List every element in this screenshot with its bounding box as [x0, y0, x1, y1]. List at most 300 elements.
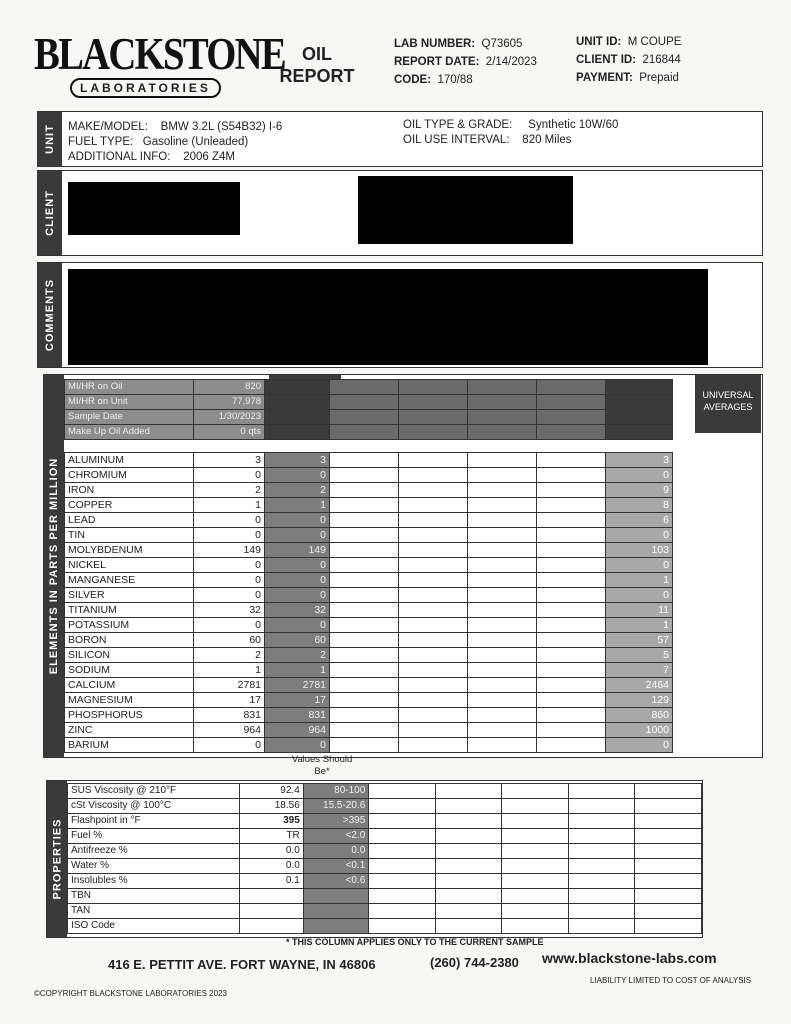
properties-side-label: PROPERTIES [47, 781, 67, 937]
element-value: 964 [194, 723, 265, 738]
element-value: 0 [194, 468, 265, 483]
blank-cell [468, 708, 537, 723]
blank-cell [468, 573, 537, 588]
element-unit-avg: 32 [265, 603, 330, 618]
client-section [37, 170, 763, 256]
blank-cell [330, 483, 399, 498]
report-date: 2/14/2023 [485, 56, 537, 68]
blank-cell [399, 395, 468, 410]
blank-cell [369, 799, 436, 814]
blank-cell [399, 483, 468, 498]
blank-cell [399, 380, 468, 395]
property-should-be [303, 919, 369, 934]
element-value: 1 [194, 498, 265, 513]
element-row [65, 483, 673, 498]
blank-cell [502, 919, 569, 934]
blank-cell [568, 814, 635, 829]
blank-cell [568, 829, 635, 844]
property-should-be: >395 [303, 814, 369, 829]
blank-cell [435, 859, 502, 874]
blank-cell [568, 919, 635, 934]
element-unit-avg: 0 [265, 588, 330, 603]
property-should-be [303, 889, 369, 904]
property-name: cSt Viscosity @ 100°C [68, 799, 240, 814]
element-value: 0 [194, 738, 265, 753]
blank-cell [537, 543, 606, 558]
property-should-be [303, 904, 369, 919]
blank-cell [537, 410, 606, 425]
blank-cell [399, 603, 468, 618]
elements-table [64, 379, 673, 753]
blank-cell [435, 799, 502, 814]
blank-cell [537, 618, 606, 633]
blank-cell [369, 889, 436, 904]
element-value: 1 [194, 663, 265, 678]
element-row [65, 738, 673, 753]
blank-cell [468, 483, 537, 498]
property-name: TBN [68, 889, 240, 904]
blank-cell [435, 874, 502, 889]
redacted-block [358, 176, 573, 244]
meta-row [65, 395, 673, 410]
blank-cell [468, 558, 537, 573]
blank-cell [369, 904, 436, 919]
blank-cell [399, 663, 468, 678]
meta-row [65, 410, 673, 425]
logo-sub: LABORATORIES [70, 78, 221, 98]
blank-cell [399, 543, 468, 558]
unit-id: M COUPE [627, 36, 682, 48]
element-name: ZINC [65, 723, 194, 738]
redacted-block [68, 182, 240, 235]
element-value: 32 [194, 603, 265, 618]
footer-note: * THIS COLUMN APPLIES ONLY TO THE CURRENT SAMPLE [286, 937, 544, 947]
universal-cell [606, 425, 673, 440]
element-row [65, 693, 673, 708]
blackstone-logo [34, 29, 285, 102]
property-value: 18.56 [240, 799, 304, 814]
element-unit-avg: 149 [265, 543, 330, 558]
client-id: 216844 [642, 54, 681, 66]
universal-header: UNIVERSAL AVERAGES [695, 375, 761, 433]
element-name: PHOSPHORUS [65, 708, 194, 723]
blank-cell [330, 425, 399, 440]
element-value: 0 [194, 618, 265, 633]
blank-cell [330, 468, 399, 483]
blank-cell [369, 844, 436, 859]
blank-cell [537, 380, 606, 395]
blank-cell [635, 784, 702, 799]
element-name: BARIUM [65, 738, 194, 753]
element-unit-avg: 3 [265, 453, 330, 468]
element-universal-avg: 0 [606, 468, 673, 483]
element-unit-avg: 60 [265, 633, 330, 648]
element-value: 149 [194, 543, 265, 558]
property-row [68, 799, 702, 814]
blank-cell [435, 904, 502, 919]
blank-cell [468, 395, 537, 410]
blank-cell [635, 799, 702, 814]
element-universal-avg: 5 [606, 648, 673, 663]
meta-value: 820 [194, 380, 265, 395]
element-universal-avg: 860 [606, 708, 673, 723]
element-name: ALUMINUM [65, 453, 194, 468]
element-row [65, 723, 673, 738]
blank-cell [330, 648, 399, 663]
payment: Prepaid [639, 72, 679, 84]
property-value: 0.0 [240, 859, 304, 874]
blank-cell [399, 723, 468, 738]
element-value: 0 [194, 573, 265, 588]
element-row [65, 468, 673, 483]
blank-cell [330, 528, 399, 543]
element-row [65, 618, 673, 633]
blank-cell [399, 573, 468, 588]
elements-section [43, 374, 763, 758]
element-name: MANGANESE [65, 573, 194, 588]
blank-cell [399, 693, 468, 708]
blank-cell [468, 588, 537, 603]
blank-cell [369, 919, 436, 934]
blank-cell [537, 425, 606, 440]
property-value [240, 889, 304, 904]
blank-cell [537, 678, 606, 693]
property-row [68, 829, 702, 844]
blank-cell [399, 410, 468, 425]
blank-cell [330, 573, 399, 588]
blank-cell [568, 859, 635, 874]
property-name: Flashpoint in °F [68, 814, 240, 829]
blank-cell [330, 603, 399, 618]
blank-cell [468, 410, 537, 425]
unit-avg-cell [265, 425, 330, 440]
header-right: UNIT ID: M COUPE CLIENT ID: 216844 PAYMENT: Prepaid [576, 36, 682, 84]
property-value: 92.4 [240, 784, 304, 799]
blank-cell [369, 829, 436, 844]
element-value: 831 [194, 708, 265, 723]
blank-cell [399, 678, 468, 693]
blank-cell [399, 648, 468, 663]
blank-cell [537, 468, 606, 483]
blank-cell [330, 633, 399, 648]
blank-cell [399, 468, 468, 483]
blank-cell [502, 889, 569, 904]
blank-cell [468, 633, 537, 648]
footer-website[interactable]: www.blackstone-labs.com [542, 950, 717, 966]
property-should-be: <0.1 [303, 859, 369, 874]
property-name: SUS Viscosity @ 210°F [68, 784, 240, 799]
comments-side-label: COMMENTS [38, 263, 62, 367]
property-row [68, 784, 702, 799]
blank-cell [537, 708, 606, 723]
elements-side-label: ELEMENTS IN PARTS PER MILLION [44, 375, 64, 757]
property-row [68, 919, 702, 934]
blank-cell [502, 874, 569, 889]
blank-cell [330, 543, 399, 558]
blank-cell [502, 829, 569, 844]
blank-cell [468, 738, 537, 753]
unit-avg-cell [265, 410, 330, 425]
blank-cell [369, 859, 436, 874]
property-should-be: 0.0 [303, 844, 369, 859]
element-unit-avg: 17 [265, 693, 330, 708]
property-row [68, 844, 702, 859]
blank-cell [435, 784, 502, 799]
element-row [65, 498, 673, 513]
code: 170/88 [437, 74, 473, 86]
meta-value: 1/30/2023 [194, 410, 265, 425]
make-model: BMW 3.2L (S54B32) I-6 [160, 121, 283, 133]
blank-cell [468, 543, 537, 558]
meta-label: Make Up Oil Added [65, 425, 194, 440]
blank-cell [568, 874, 635, 889]
blank-cell [502, 844, 569, 859]
universal-cell [606, 410, 673, 425]
client-side-label: CLIENT [38, 171, 62, 255]
element-value: 60 [194, 633, 265, 648]
blank-cell [399, 425, 468, 440]
meta-value: 77,978 [194, 395, 265, 410]
element-unit-avg: 0 [265, 513, 330, 528]
element-unit-avg: 2781 [265, 678, 330, 693]
element-name: CHROMIUM [65, 468, 194, 483]
blank-cell [635, 889, 702, 904]
element-row [65, 558, 673, 573]
blank-cell [502, 814, 569, 829]
blank-cell [435, 829, 502, 844]
blank-cell [399, 498, 468, 513]
element-name: MAGNESIUM [65, 693, 194, 708]
properties-section [46, 780, 703, 938]
blank-cell [568, 904, 635, 919]
property-row [68, 859, 702, 874]
blank-cell [502, 799, 569, 814]
blank-cell [468, 678, 537, 693]
element-row [65, 633, 673, 648]
blank-cell [537, 738, 606, 753]
blank-cell [330, 513, 399, 528]
meta-label: MI/HR on Unit [65, 395, 194, 410]
blank-cell [537, 648, 606, 663]
element-row [65, 708, 673, 723]
element-row [65, 603, 673, 618]
blank-cell [468, 603, 537, 618]
blank-cell [330, 558, 399, 573]
unit-avg-cell [265, 380, 330, 395]
blank-cell [502, 904, 569, 919]
element-universal-avg: 0 [606, 558, 673, 573]
element-unit-avg: 964 [265, 723, 330, 738]
element-value: 2 [194, 483, 265, 498]
blank-cell [502, 784, 569, 799]
property-name: ISO Code [68, 919, 240, 934]
element-row [65, 588, 673, 603]
property-should-be: <2.0 [303, 829, 369, 844]
blank-cell [330, 693, 399, 708]
lab-number: Q73605 [481, 38, 523, 50]
blank-cell [537, 483, 606, 498]
blank-cell [399, 708, 468, 723]
property-value [240, 919, 304, 934]
footer-copyright: ©COPYRIGHT BLACKSTONE LABORATORIES 2023 [34, 989, 227, 998]
unit-side-label: UNIT [38, 112, 62, 166]
element-value: 0 [194, 558, 265, 573]
property-should-be: 15.5-20.6 [303, 799, 369, 814]
property-value: TR [240, 829, 304, 844]
element-row [65, 678, 673, 693]
element-row [65, 543, 673, 558]
values-should-be-header: Values Should Be* [291, 754, 353, 777]
blank-cell [330, 380, 399, 395]
element-unit-avg: 1 [265, 498, 330, 513]
blank-cell [468, 513, 537, 528]
blank-cell [537, 588, 606, 603]
blank-cell [635, 904, 702, 919]
unit-avg-cell [265, 395, 330, 410]
element-universal-avg: 103 [606, 543, 673, 558]
element-universal-avg: 3 [606, 453, 673, 468]
blank-cell [537, 573, 606, 588]
blank-cell [330, 588, 399, 603]
property-should-be: 80-100 [303, 784, 369, 799]
blank-cell [537, 395, 606, 410]
element-row [65, 453, 673, 468]
element-row [65, 513, 673, 528]
element-universal-avg: 1 [606, 573, 673, 588]
blank-cell [537, 693, 606, 708]
element-universal-avg: 57 [606, 633, 673, 648]
element-value: 2781 [194, 678, 265, 693]
blank-cell [399, 513, 468, 528]
blank-cell [399, 558, 468, 573]
element-value: 0 [194, 528, 265, 543]
blank-cell [435, 844, 502, 859]
footer-phone: (260) 744-2380 [430, 955, 519, 970]
property-name: Insolubles % [68, 874, 240, 889]
property-row [68, 904, 702, 919]
blank-cell [635, 814, 702, 829]
element-universal-avg: 11 [606, 603, 673, 618]
blank-cell [399, 633, 468, 648]
blank-cell [330, 678, 399, 693]
property-should-be: <0.6 [303, 874, 369, 889]
element-name: SODIUM [65, 663, 194, 678]
element-unit-avg: 0 [265, 528, 330, 543]
blank-cell [399, 528, 468, 543]
blank-cell [330, 410, 399, 425]
property-row [68, 889, 702, 904]
property-value: 0.1 [240, 874, 304, 889]
element-name: POTASSIUM [65, 618, 194, 633]
element-unit-avg: 0 [265, 558, 330, 573]
meta-row [65, 425, 673, 440]
additional-info: 2006 Z4M [183, 151, 236, 163]
blank-cell [435, 889, 502, 904]
blank-cell [468, 468, 537, 483]
blank-cell [330, 738, 399, 753]
element-universal-avg: 1000 [606, 723, 673, 738]
element-name: TITANIUM [65, 603, 194, 618]
blank-cell [537, 633, 606, 648]
logo-name: BLACKSTONE [34, 29, 285, 79]
blank-cell [330, 498, 399, 513]
blank-cell [369, 784, 436, 799]
property-name: TAN [68, 904, 240, 919]
blank-cell [635, 874, 702, 889]
element-unit-avg: 0 [265, 468, 330, 483]
blank-cell [568, 799, 635, 814]
blank-cell [537, 723, 606, 738]
blank-cell [435, 814, 502, 829]
element-universal-avg: 9 [606, 483, 673, 498]
element-row [65, 663, 673, 678]
element-universal-avg: 2464 [606, 678, 673, 693]
blank-cell [468, 498, 537, 513]
blank-cell [635, 844, 702, 859]
element-universal-avg: 7 [606, 663, 673, 678]
element-value: 2 [194, 648, 265, 663]
blank-cell [330, 708, 399, 723]
blank-cell [369, 814, 436, 829]
blank-cell [399, 618, 468, 633]
blank-cell [568, 784, 635, 799]
blank-cell [330, 395, 399, 410]
element-name: CALCIUM [65, 678, 194, 693]
report-title: OIL REPORT [279, 44, 355, 86]
property-row [68, 814, 702, 829]
element-unit-avg: 1 [265, 663, 330, 678]
element-name: COPPER [65, 498, 194, 513]
meta-label: Sample Date [65, 410, 194, 425]
properties-table [67, 783, 702, 934]
blank-cell [537, 528, 606, 543]
element-name: BORON [65, 633, 194, 648]
blank-cell [468, 663, 537, 678]
blank-cell [537, 603, 606, 618]
property-value [240, 904, 304, 919]
blank-cell [468, 723, 537, 738]
blank-cell [468, 618, 537, 633]
meta-label: MI/HR on Oil [65, 380, 194, 395]
element-name: SILICON [65, 648, 194, 663]
oil-use: 820 Miles [522, 134, 572, 146]
element-value: 17 [194, 693, 265, 708]
blank-cell [537, 558, 606, 573]
property-name: Antifreeze % [68, 844, 240, 859]
blank-cell [330, 663, 399, 678]
element-universal-avg: 129 [606, 693, 673, 708]
blank-cell [330, 723, 399, 738]
meta-value: 0 qts [194, 425, 265, 440]
property-name: Fuel % [68, 829, 240, 844]
element-name: IRON [65, 483, 194, 498]
footer-liability: LIABILITY LIMITED TO COST OF ANALYSIS [590, 976, 752, 985]
element-name: MOLYBDENUM [65, 543, 194, 558]
blank-cell [468, 648, 537, 663]
property-value: 0.0 [240, 844, 304, 859]
blank-cell [537, 498, 606, 513]
blank-cell [330, 618, 399, 633]
blank-cell [537, 513, 606, 528]
element-universal-avg: 8 [606, 498, 673, 513]
element-name: SILVER [65, 588, 194, 603]
blank-cell [635, 829, 702, 844]
blank-cell [568, 844, 635, 859]
element-universal-avg: 1 [606, 618, 673, 633]
blank-cell [537, 663, 606, 678]
element-unit-avg: 2 [265, 648, 330, 663]
blank-cell [635, 919, 702, 934]
